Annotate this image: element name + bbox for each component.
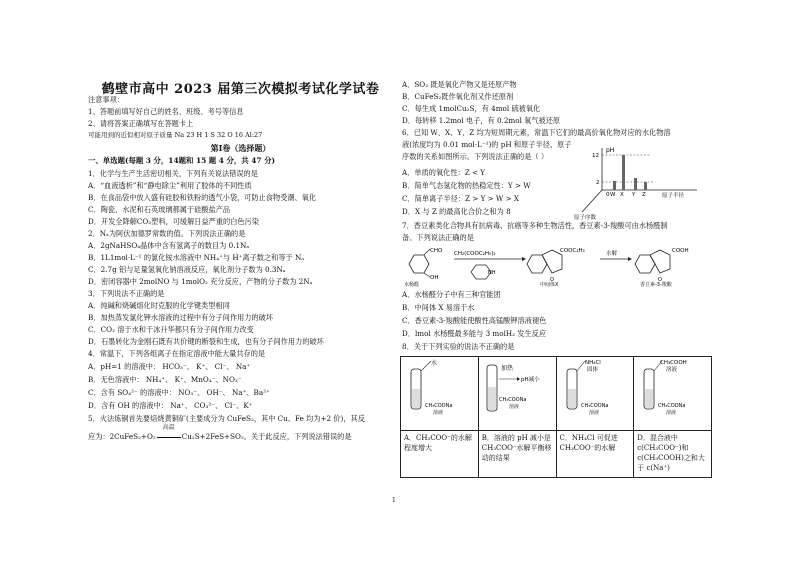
section-heading: 一、单选题(每题 3 分，14题和 15 题 4 分，共 47 分) bbox=[88, 156, 275, 165]
exam-title: 鹤壁市高中 2023 届第三次模拟考试化学试卷 bbox=[101, 82, 380, 97]
volume-heading: 第Ⅰ卷（选择题） bbox=[210, 143, 271, 153]
group-ester: COOC₂H₅ bbox=[560, 248, 585, 254]
q8-d-tube-label2: 溶液 bbox=[666, 410, 677, 416]
q6-option-c: C．简单离子半径：Z > Y > W > X bbox=[402, 194, 520, 203]
q3-option-a: A．纯碱和烧碱熔化时克服的化学键类型相同 bbox=[88, 301, 230, 310]
reagent-label: CH₂(COOC₂H₅)₂ bbox=[454, 251, 496, 257]
svg-text:O: O bbox=[550, 277, 554, 283]
q8-c-top-label2: 固体 bbox=[586, 367, 598, 373]
q5-stem: 5．火法炼铜首先要焙烧黄铜矿(主要成分为 CuFeS₂，其中 Cu、Fe 均为+2 价)，其反 bbox=[88, 414, 365, 423]
note-item: 2、请将答案正确填写在答题卡上 bbox=[88, 119, 194, 128]
q8-figure-d bbox=[634, 357, 712, 431]
label-salicylaldehyde: 水杨醛 bbox=[404, 282, 420, 287]
q2-option-c: C．2.7g 铝与足量氢氧化钠溶液反应，氧化剂分子数为 0.3Nₐ bbox=[88, 265, 286, 274]
q8-b-top-label: 加热 bbox=[500, 365, 513, 372]
q8-b-tube-label: CH₃COONa bbox=[498, 397, 527, 403]
q8-option-d: D．混合液中 c(CH₃COO⁻)和 c(CH₃COOH)之和大于 c(Na⁺) bbox=[634, 431, 712, 478]
q1-option-a: A．“血液透析”和“静电除尘”利用了胶体的不同性质 bbox=[88, 181, 252, 190]
q4-option-b: B．无色溶液中： NH₄⁺、 K⁺、MnO₄⁻、NO₃⁻ bbox=[88, 375, 242, 384]
page-number: 1 bbox=[392, 497, 396, 504]
q2-option-d: D．密闭容器中 2molNO 与 1molO₂ 充分反应，产物的分子数为 2Nₐ bbox=[88, 277, 313, 286]
q1-option-b: B．在食品袋中放入盛有硅胶和铁粉的透气小袋，可防止食物受潮、氧化 bbox=[88, 193, 317, 202]
atomic-masses: 可能用到的近似相对原子质量 Na 23 H 1 S 32 O 16 Al:27 bbox=[88, 131, 263, 139]
q8-c-tube-label: CH₃COONa bbox=[580, 403, 608, 409]
q8-figure-b bbox=[478, 357, 556, 431]
q7-option-d: D．lmol 水杨醛最多能与 3 molH₂ 发生反应 bbox=[402, 329, 547, 338]
q5-reaction-suffix: Cu₂S+2FeS+SO₂。关于此反应，下列说法错误的是 bbox=[181, 432, 352, 441]
q7-option-a: A．水杨醛分子中有三种官能团 bbox=[402, 290, 501, 299]
q4-option-d: D．含有 OH 的溶液中： Na⁺、 CO₃²⁻、 Cl⁻、K⁺ bbox=[88, 401, 253, 410]
q8-figure-a bbox=[401, 357, 479, 431]
q7-reaction-scheme bbox=[400, 245, 714, 287]
q8-b-arrow-label: pH减小 bbox=[520, 377, 540, 383]
q7-stem-line: 备。下列说法正确的是 bbox=[402, 233, 474, 242]
q4-stem: 4．常温下，下列各组离子在指定溶液中能大量共存的是 bbox=[88, 349, 266, 358]
q8-a-tube-label: CH₃COONa bbox=[425, 403, 453, 409]
svg-text:NH: NH bbox=[488, 270, 496, 276]
q3-option-b: B．加热蒸发氯化钾水溶液的过程中有分子间作用力的破坏 bbox=[88, 313, 273, 322]
q6-y-label: pH bbox=[606, 147, 615, 154]
q7-option-c: C．香豆素-3-羧酸能使酸性高锰酸钾溶液褪色 bbox=[402, 316, 547, 325]
q3-option-d: D．石墨转化为金刚石既有共价键的断裂和生成，也有分子间作用力的破坏 bbox=[88, 337, 324, 346]
q6-y-tick: 12 bbox=[592, 153, 599, 159]
hydrolysis-label: 水解 bbox=[606, 251, 618, 257]
q5-reaction-condition: 高温 bbox=[162, 424, 175, 431]
q8-c-top-label: NH₄Cl bbox=[584, 360, 601, 366]
q5-option-b: B．CuFeS₂既作氧化剂又作还原剂 bbox=[402, 92, 514, 101]
q5-option-a: A．SO₂ 既是氧化产物又是还原产物 bbox=[402, 80, 517, 89]
q8-a-tube-label2: 溶液 bbox=[433, 410, 444, 416]
q6-option-a: A．单质的氧化性：Z < Y bbox=[402, 168, 486, 177]
q6-stem-line: 6．已知 W、X、Y、Z 均为短周期元素，常温下它们的最高价氧化物对应的水化物溶 bbox=[402, 128, 671, 137]
q7-option-b: B．中间体 X 易溶于水 bbox=[402, 303, 475, 312]
q5-option-c: C．每生成 1molCu₂S，有 4mol 硫被氧化 bbox=[402, 104, 541, 113]
q8-stem: 8．关于下列实验的说法不正确的是 bbox=[402, 342, 515, 351]
q5-option-d: D．每转移 1.2mol 电子，有 0.2mol 氧气被还原 bbox=[402, 116, 561, 125]
q2-option-b: B．1L1mol·L⁻¹ 的氯化铵水溶液中 NH₄⁺与 H⁺离子数之和等于 Nₐ bbox=[88, 253, 305, 262]
benzene-ring bbox=[409, 255, 429, 273]
q8-b-tube-label2: 溶液 bbox=[508, 404, 519, 410]
svg-text:OH: OH bbox=[430, 275, 439, 281]
q8-d-top-label2: 溶液 bbox=[666, 367, 678, 373]
label-product: 香豆素-3-羧酸 bbox=[640, 282, 672, 287]
svg-text:CHO: CHO bbox=[430, 248, 443, 254]
q6-option-b: B．简单气态氢化物的热稳定性：Y > W bbox=[402, 181, 531, 190]
notes-heading: 注意事项： bbox=[88, 95, 124, 104]
q6-x-label: W bbox=[610, 192, 616, 198]
q5-reaction bbox=[88, 424, 352, 442]
q3-stem: 3．下列说法不正确的是 bbox=[88, 289, 165, 298]
q5-reaction-prefix: 应为：2CuFeS₂+O₂ bbox=[88, 432, 156, 441]
q2-stem: 2．Nₐ为阿伏加德罗常数的值。下列说法正确的是 bbox=[88, 229, 246, 238]
reaction-arrow bbox=[157, 437, 181, 438]
q4-option-a: A．pH=1 的溶液中： HCO₃⁻、 K⁺、 Cl⁻、 Na⁺ bbox=[88, 362, 251, 371]
q2-option-a: A．2gNaHSO₄晶体中含有氢离子的数目为 0.1Nₐ bbox=[88, 241, 250, 250]
q6-ph-diagram bbox=[572, 140, 712, 220]
q6-x-label: X bbox=[620, 192, 624, 198]
q6-option-d: D．X 与 Z 的最高化合价之和为 8 bbox=[402, 207, 511, 216]
q6-stem-line: 序数的关系如图所示。下列说法正确的是（ ） bbox=[402, 152, 549, 161]
q1-stem: 1．化学与生产生活密切相关，下列有关说法错误的是 bbox=[88, 169, 258, 178]
group-acid: COOH bbox=[672, 248, 689, 254]
q8-option-b: B．溶液的 pH 减小是 CH₃COO⁻水解平衡移动的结果 bbox=[478, 431, 556, 478]
q8-option-a: A．CH₃COO⁻的水解程度增大 bbox=[401, 431, 479, 478]
q8-figure-c bbox=[556, 357, 634, 431]
q1-option-c: C．陶瓷、水泥和石英玻璃都属于硅酸盐产品 bbox=[88, 205, 231, 214]
note-item: 1、答题前填写好自己的姓名、班级、考号等信息 bbox=[88, 107, 244, 116]
q7-stem-line: 7．香豆素类化合物具有抗病毒、抗癌等多种生物活性，香豆素-3-羧酸可由水杨醛制 bbox=[402, 221, 668, 230]
q8-d-top-label: CH₃COOH bbox=[660, 360, 688, 366]
q6-stem-line: 液(浓度均为 0.01 mol·L⁻¹)的 pH 和原子半径、原子 bbox=[402, 140, 572, 149]
q4-option-c: C．含有 SO₄²⁻ 的溶液中： NO₃⁻、 OH⁻、 Na⁺、Ba²⁺ bbox=[88, 388, 270, 397]
q8-c-tube-label2: 溶液 bbox=[588, 410, 599, 416]
q6-y-tick: 0 bbox=[606, 192, 610, 198]
q6-x-axis-label: 原子半径 bbox=[662, 193, 685, 199]
q8-experiment-table bbox=[400, 356, 712, 478]
q6-y-tick: 2 bbox=[596, 180, 600, 186]
q6-x-label: Y bbox=[632, 192, 636, 198]
q3-option-c: C．CO₂ 溶于水和干冰升华都只有分子间作用力改变 bbox=[88, 325, 254, 334]
q8-d-tube-label: CH₃COONa bbox=[658, 403, 686, 409]
q1-option-d: D．开发全降解CO₂塑料，可缓解日益严重的白色污染 bbox=[88, 217, 259, 226]
svg-text:O: O bbox=[658, 277, 662, 283]
q6-z-axis-label: 原子序数 bbox=[574, 215, 597, 220]
q8-a-top-label: 水 bbox=[431, 360, 438, 367]
label-intermediate: 中间体X bbox=[540, 282, 559, 287]
q8-option-c: C．NH₄Cl 可促进 CH₃COO⁻的水解 bbox=[556, 431, 634, 478]
q6-x-label: Z bbox=[642, 192, 646, 198]
